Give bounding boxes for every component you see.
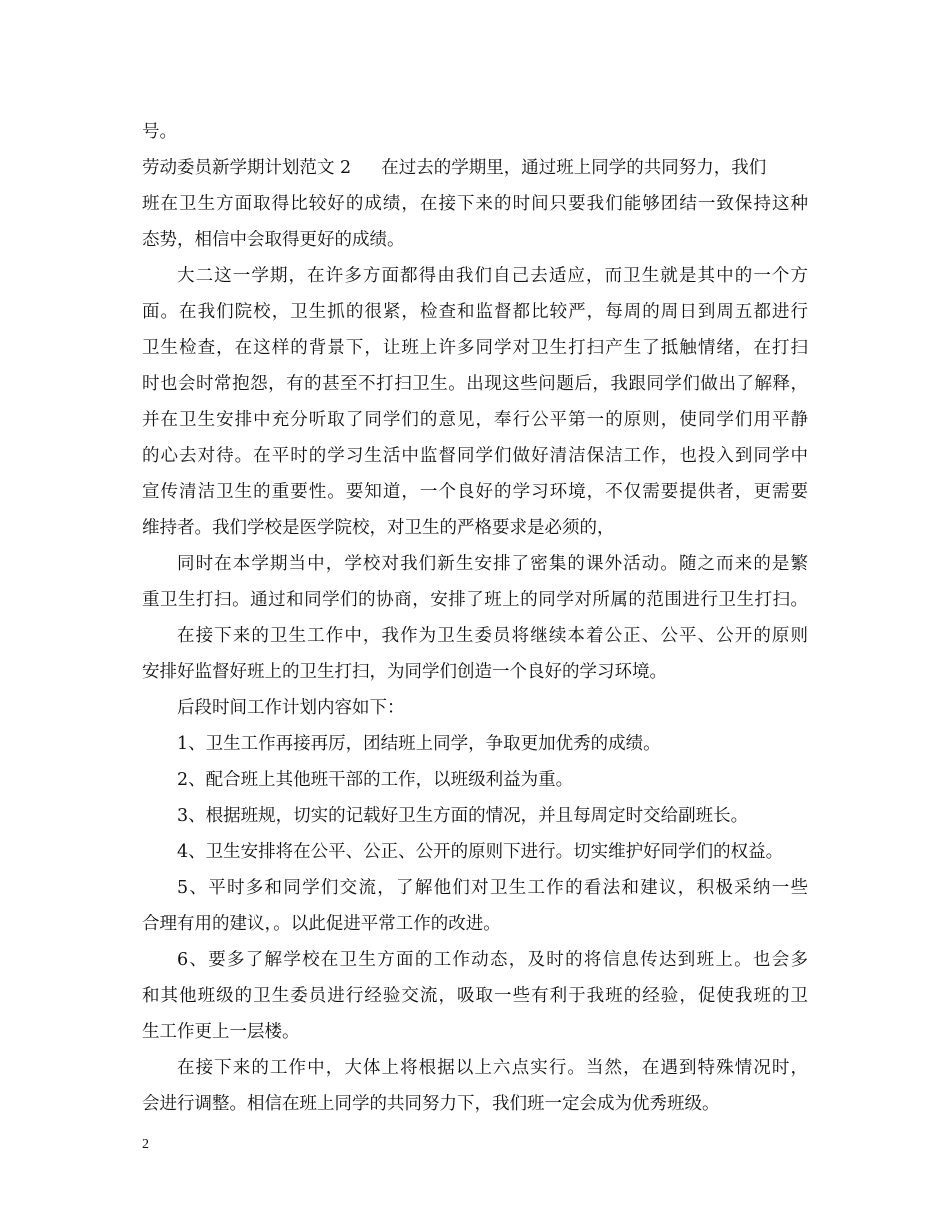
text-line: 大二这一学期，在许多方面都得由我们自己去适应，而卫生就是其中的一个方 bbox=[177, 266, 808, 286]
text-line: 态势，相信中会取得更好的成绩。 bbox=[142, 230, 405, 250]
text-line: 在接下来的工作中，大体上将根据以上六点实行。当然，在遇到特殊情况时， bbox=[177, 1058, 808, 1078]
text-line: 在接下来的卫生工作中，我作为卫生委员将继续本着公正、公平、公开的原则 bbox=[177, 626, 808, 646]
text-line: 安排好监督好班上的卫生打扫，为同学们创造一个良好的学习环境。 bbox=[142, 662, 667, 682]
text-line: 生工作更上一层楼。 bbox=[142, 1022, 300, 1042]
text-line: 和其他班级的卫生委员进行经验交流，吸取一些有利于我班的经验，促使我班的卫 bbox=[142, 986, 808, 1006]
text-line: 后段时间工作计划内容如下： bbox=[177, 698, 405, 718]
text-line: 会进行调整。相信在班上同学的共同努力下，我们班一定会成为优秀班级。 bbox=[142, 1094, 720, 1114]
list-item: 2、配合班上其他班干部的工作，以班级利益为重。 bbox=[177, 770, 574, 790]
text-line: 同时在本学期当中，学校对我们新生安排了密集的课外活动。随之而来的是繁 bbox=[177, 554, 808, 574]
list-item: 3、根据班规，切实的记载好卫生方面的情况，并且每周定时交给副班长。 bbox=[177, 806, 749, 826]
page-number: 2 bbox=[142, 1137, 149, 1152]
text-line: 维持者。我们学校是医学院校，对卫生的严格要求是必须的， bbox=[142, 518, 615, 538]
section-title: 劳动委员新学期计划范文 2 bbox=[142, 158, 352, 178]
text-line: 号。 bbox=[142, 122, 177, 142]
text-line: 重卫生打扫。通过和同学们的协商，安排了班上的同学对所属的范围进行卫生打扫。 bbox=[142, 590, 808, 610]
text-line: 的心去对待。在平时的学习生活中监督同学们做好清洁保洁工作，也投入到同学中 bbox=[142, 446, 808, 466]
text-line: 时也会时常抱怨，有的甚至不打扫卫生。出现这些问题后，我跟同学们做出了解释， bbox=[142, 374, 808, 394]
text-line: 卫生检查，在这样的背景下，让班上许多同学对卫生打扫产生了抵触情绪，在打扫 bbox=[142, 338, 808, 358]
list-item: 1、卫生工作再接再厉，团结班上同学，争取更加优秀的成绩。 bbox=[177, 734, 661, 754]
text-line: 在过去的学期里，通过班上同学的共同努力，我们 bbox=[381, 158, 767, 178]
text-line: 合理有用的建议，。以此促进平常工作的改进。 bbox=[142, 914, 501, 934]
text-line: 宣传清洁卫生的重要性。要知道，一个良好的学习环境，不仅需要提供者，更需要 bbox=[142, 482, 808, 502]
text-line: 班在卫生方面取得比较好的成绩，在接下来的时间只要我们能够团结一致保持这种 bbox=[142, 194, 808, 214]
text-line: 面。在我们院校，卫生抓的很紧，检查和监督都比较严，每周的周日到周五都进行 bbox=[142, 302, 808, 322]
heading-line bbox=[142, 154, 766, 179]
text-line: 并在卫生安排中充分听取了同学们的意见，奉行公平第一的原则，使同学们用平静 bbox=[142, 410, 808, 430]
list-item: 4、卫生安排将在公平、公正、公开的原则下进行。切实维护好同学们的权益。 bbox=[177, 842, 784, 862]
list-item: 6、要多了解学校在卫生方面的工作动态，及时的将信息传达到班上。也会多 bbox=[177, 950, 808, 970]
list-item: 5、平时多和同学们交流，了解他们对卫生工作的看法和建议，积极采纳一些 bbox=[177, 878, 808, 898]
